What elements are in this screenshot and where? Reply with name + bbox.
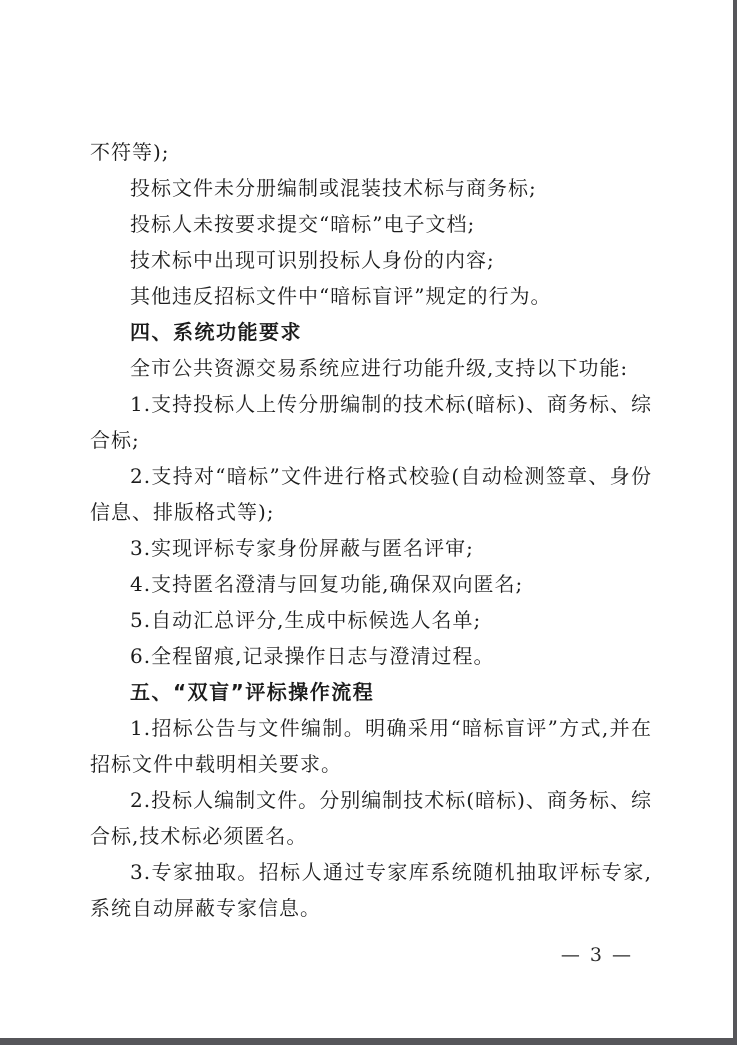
section-heading-5: 五、“双盲”评标操作流程 bbox=[130, 680, 375, 704]
list-item: 1.招标公告与文件编制。明确采用“暗标盲评”方式,并在招标文件中载明相关要求。 bbox=[90, 716, 652, 776]
list-item: 6.全程留痕,记录操作日志与澄清过程。 bbox=[130, 644, 495, 668]
text-paragraph: 技术标中出现可识别投标人身份的内容; bbox=[130, 248, 495, 272]
page-right-edge-shadow bbox=[733, 0, 737, 1045]
document-body bbox=[90, 134, 652, 926]
list-item: 2.支持对“暗标”文件进行格式校验(自动检测签章、身份信息、排版格式等); bbox=[90, 464, 652, 524]
list-item: 2.投标人编制文件。分别编制技术标(暗标)、商务标、综合标,技术标必须匿名。 bbox=[90, 788, 652, 848]
list-item: 3.专家抽取。招标人通过专家库系统随机抽取评标专家,系统自动屏蔽专家信息。 bbox=[90, 860, 652, 920]
text-paragraph: 其他违反招标文件中“暗标盲评”规定的行为。 bbox=[130, 284, 552, 308]
text-paragraph: 全市公共资源交易系统应进行功能升级,支持以下功能: bbox=[130, 356, 629, 380]
page-bottom-edge-shadow bbox=[0, 1038, 737, 1045]
text-paragraph: 投标人未按要求提交“暗标”电子文档; bbox=[130, 212, 476, 236]
page-number: — 3 — bbox=[560, 944, 633, 966]
text-paragraph: 不符等); bbox=[90, 140, 170, 164]
list-item: 3.实现评标专家身份屏蔽与匿名评审; bbox=[130, 536, 474, 560]
list-item: 5.自动汇总评分,生成中标候选人名单; bbox=[130, 608, 482, 632]
list-item: 1.支持投标人上传分册编制的技术标(暗标)、商务标、综合标; bbox=[90, 392, 652, 452]
list-item: 4.支持匿名澄清与回复功能,确保双向匿名; bbox=[130, 572, 524, 596]
text-paragraph: 投标文件未分册编制或混装技术标与商务标; bbox=[130, 176, 537, 200]
section-heading-4: 四、系统功能要求 bbox=[130, 320, 302, 344]
